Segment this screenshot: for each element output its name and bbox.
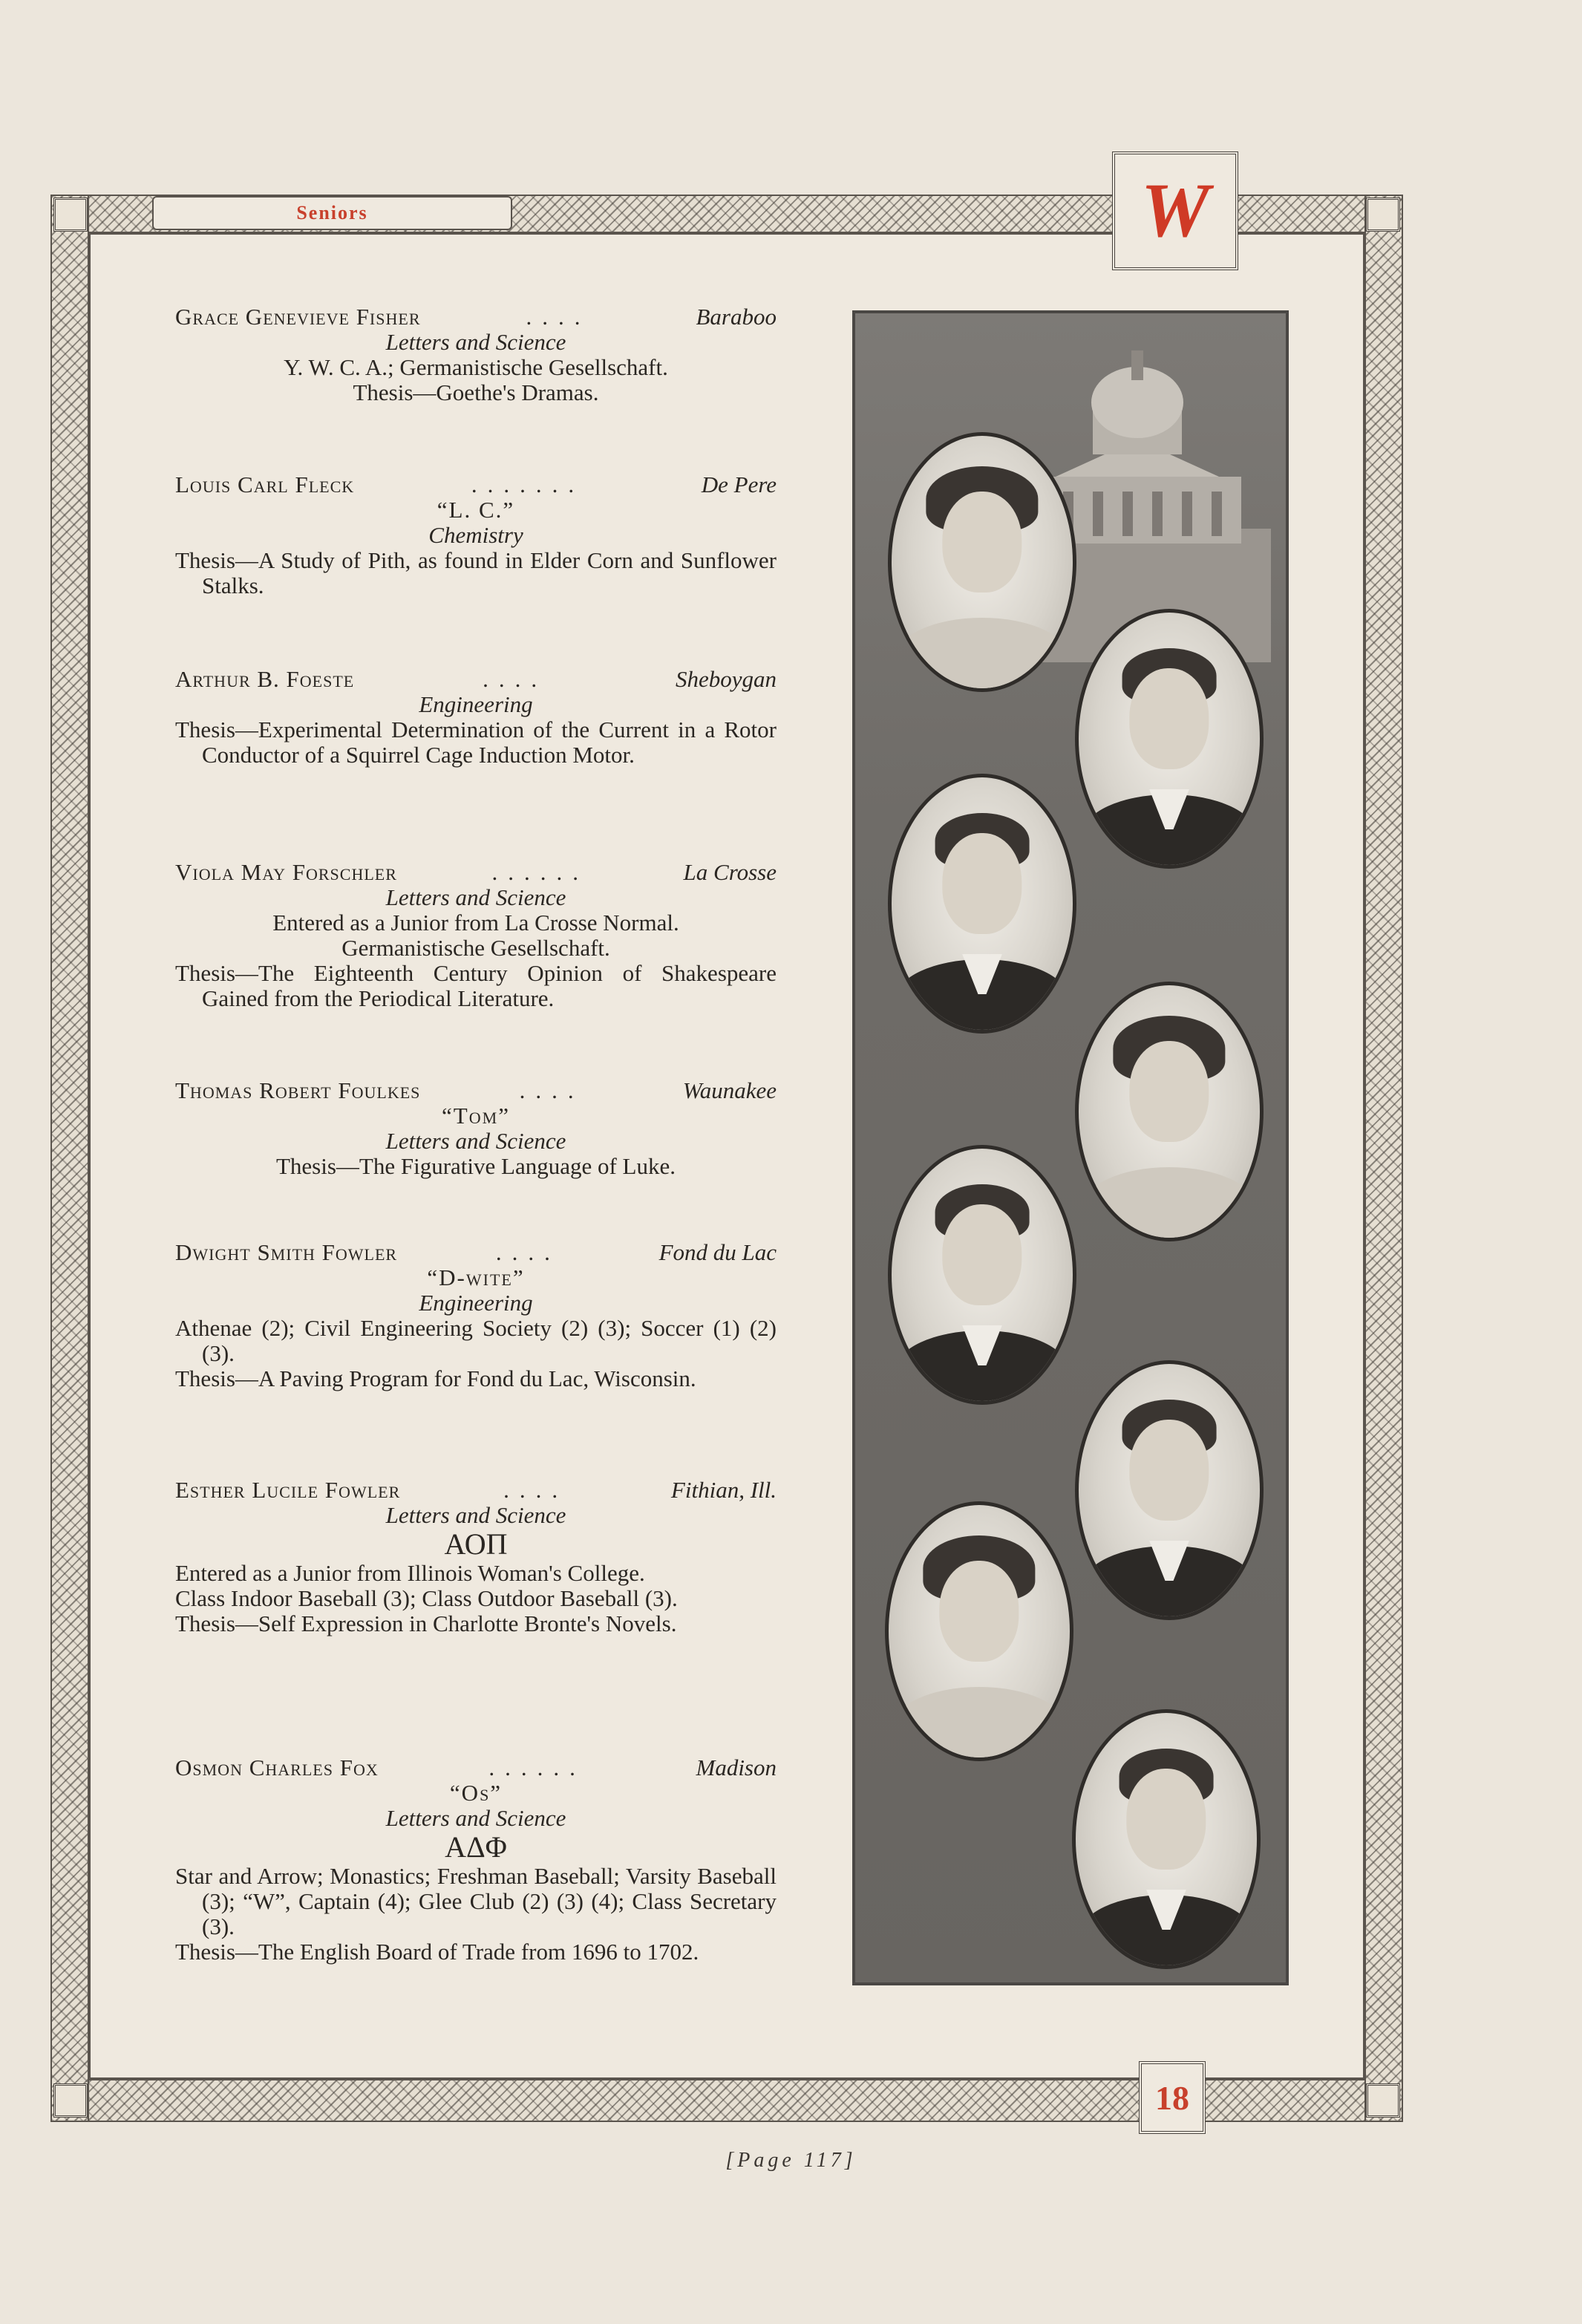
entry-fraternity-letters: ΑΟΠ [444,1527,508,1561]
portrait-photo [885,1501,1073,1761]
portrait-photo [1075,609,1264,869]
entry-thesis: Thesis—A Paving Program for Fond du Lac, Wisconsin. [175,1365,696,1391]
leader-dots: .... [526,304,591,330]
leader-dots: .... [503,1478,569,1503]
entry-nickname: “D-wite” [427,1264,525,1290]
entry-foeste [175,667,777,768]
entry-course: Letters and Science [385,884,566,910]
entry-thesis: Thesis—The English Board of Trade from 1696 to 1702. [175,1939,699,1965]
portrait-photo [1075,982,1264,1241]
section-label: Seniors [296,202,368,223]
frame-corner-ornament [53,2083,88,2118]
entry-activities: Y. W. C. A.; Germanistische Gesellschaft. [284,354,668,380]
section-label-tab [152,196,512,230]
entry-thesis: Thesis—Experimental Determination of the Current in a Rotor Conductor of a Squirrel Cage Induction Motor. [175,717,777,768]
entry-hometown: De Pere [701,471,777,497]
entry-fisher [175,304,777,405]
w-logo-shield-icon [1112,151,1238,270]
frame-corner-ornament [1366,198,1400,232]
entry-nickname: “L. C.” [437,497,515,523]
entry-hometown: Sheboygan [675,666,777,692]
entry-note: Entered as a Junior from Illinois Woman's College. [175,1560,645,1586]
entry-name: Dwight Smith Fowler [175,1239,398,1265]
entry-name: Esther Lucile Fowler [175,1477,401,1503]
entry-course: Chemistry [428,522,523,548]
portrait-column [852,310,1289,1985]
entry-course: Engineering [419,691,533,717]
entry-course: Engineering [419,1290,533,1316]
entry-hometown: Fond du Lac [658,1239,777,1265]
leader-dots: ....... [471,472,585,497]
entry-name: Viola May Forschler [175,859,397,885]
logo-letter: W [1140,168,1210,253]
entry-note: Entered as a Junior from La Crosse Normal. [272,910,679,936]
entry-thesis: Thesis—The Figurative Language of Luke. [275,1153,676,1179]
entry-note: Germanistische Gesellschaft. [341,935,610,961]
leader-dots: .... [519,1078,584,1103]
frame-corner-ornament [53,198,88,232]
entry-esther-fowler [175,1478,777,1636]
leader-dots: ...... [488,1755,586,1780]
leader-dots: .... [495,1240,560,1265]
leader-dots: ...... [491,860,589,885]
entry-dwight-fowler [175,1240,777,1391]
frame-corner-ornament [1366,2083,1400,2118]
entry-activities: Class Indoor Baseball (3); Class Outdoor Baseball (3). [175,1585,678,1611]
entry-name: Grace Genevieve Fisher [175,304,421,330]
entry-fraternity-letters: ΑΔΦ [445,1830,507,1864]
entry-course: Letters and Science [385,1502,566,1528]
entry-course: Letters and Science [385,329,566,355]
entry-activities: Star and Arrow; Monastics; Freshman Baseball; Varsity Baseball (3); “W”, Captain (4); Glee Club (2) (3) (4); Class Secretary (3). [175,1863,777,1939]
entry-name: Thomas Robert Foulkes [175,1077,421,1103]
entry-activities: Athenae (2); Civil Engineering Society (2) (3); Soccer (1) (2) (3). [175,1315,777,1366]
entry-thesis: Thesis—The Eighteenth Century Opinion of Shakespeare Gained from the Periodical Literature. [175,960,777,1011]
entry-nickname: “Tom” [442,1103,510,1129]
class-year-badge [1139,2061,1206,2134]
entry-hometown: Madison [696,1755,777,1780]
entry-foulkes [175,1078,777,1179]
entry-name: Arthur B. Foeste [175,666,355,692]
entry-name: Osmon Charles Fox [175,1755,379,1780]
frame-left-border [50,195,89,2122]
entry-course: Letters and Science [385,1805,566,1831]
entry-thesis: Thesis—Self Expression in Charlotte Bronte's Novels. [175,1610,677,1636]
leader-dots: .... [483,667,548,692]
entry-hometown: Waunakee [682,1077,777,1103]
frame-right-border [1364,195,1403,2122]
portrait-photo [1072,1709,1261,1969]
portrait-photo [1075,1360,1264,1620]
entry-hometown: Baraboo [696,304,777,330]
entry-thesis: Thesis—A Study of Pith, as found in Elder Corn and Sunflower Stalks. [175,547,777,598]
entry-fox [175,1755,777,1965]
entry-hometown: La Crosse [683,859,777,885]
entry-nickname: “Os” [449,1780,503,1806]
entry-forschler [175,860,777,1011]
portrait-photo [888,1145,1076,1405]
entry-thesis: Thesis—Goethe's Dramas. [353,379,599,405]
portrait-photo [888,774,1076,1034]
entry-name: Louis Carl Fleck [175,471,355,497]
class-year: 18 [1155,2078,1189,2117]
portrait-photo [888,432,1076,692]
entry-course: Letters and Science [385,1128,566,1154]
page-number: [Page 117] [725,2149,857,2172]
entry-fleck [175,472,777,598]
entry-hometown: Fithian, Ill. [670,1477,777,1503]
